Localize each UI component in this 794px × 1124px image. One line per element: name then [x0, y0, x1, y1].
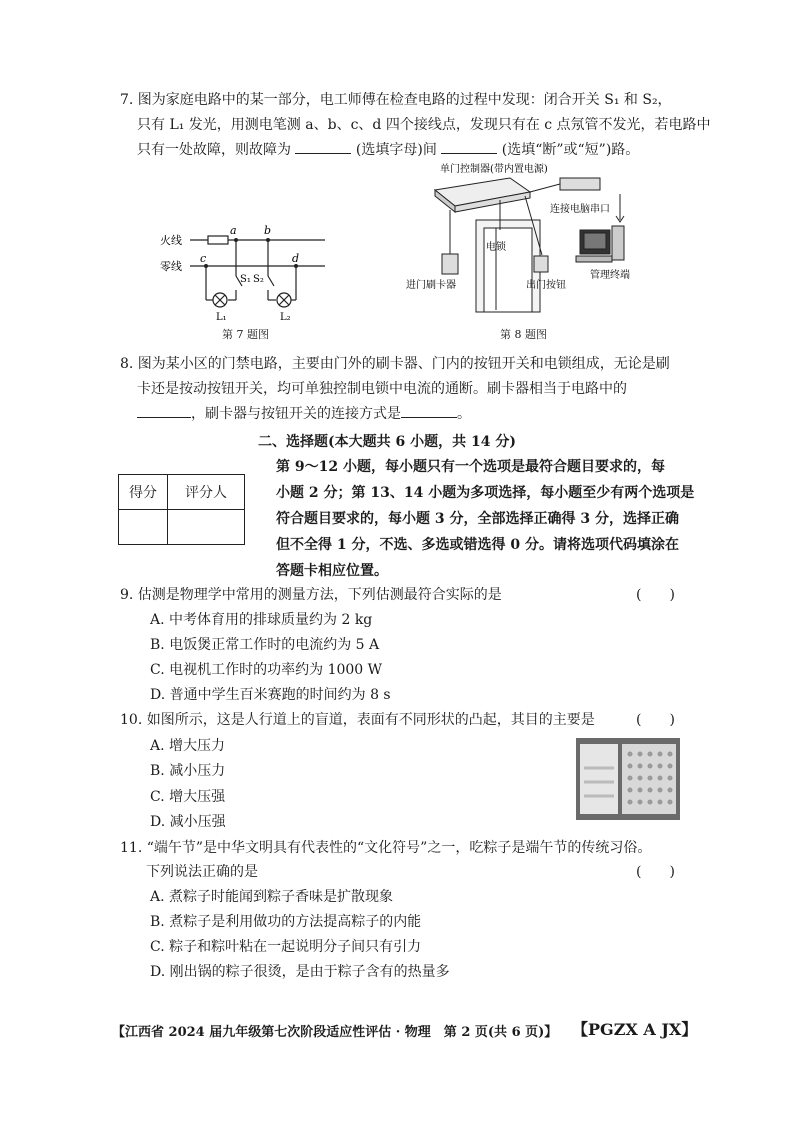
q11-option-b[interactable]: B. 煮粽子是利用做功的方法提高粽子的内能 — [150, 914, 422, 930]
score-cell[interactable] — [119, 510, 168, 545]
q8-line3b: 。 — [457, 406, 471, 422]
q10-option-c[interactable]: C. 增大压强 — [150, 789, 226, 805]
q10-answer-paren[interactable]: ( ) — [636, 712, 675, 728]
fuse-icon — [208, 236, 228, 244]
q8-blank-1[interactable] — [137, 403, 191, 418]
point-b: b — [264, 224, 272, 237]
fig8-diagram — [400, 160, 670, 330]
q9-option-b[interactable]: B. 电饭煲正常工作时的电流约为 5 A — [150, 637, 380, 653]
fig7-circuit — [150, 218, 340, 328]
q8-line1: 8. 图为某小区的门禁电路，主要由门外的刷卡器、门内的按钮开关和电锁组成，无论是刷 — [120, 356, 670, 372]
q8-line3a: ，刷卡器与按钮开关的连接方式是 — [191, 406, 401, 422]
q9-stem: 9. 估测是物理学中常用的测量方法，下列估测最符合实际的是 — [120, 587, 502, 603]
label-live: 火线 — [160, 234, 182, 247]
label-terminal: 管理终端 — [590, 270, 630, 281]
q9-option-a[interactable]: A. 中考体育用的排球质量约为 2 kg — [150, 612, 373, 628]
tactile-paving-photo — [576, 738, 680, 820]
label-lock: 电锁 — [486, 242, 506, 253]
q11-stem-2: 下列说法正确的是 — [146, 864, 258, 880]
q11-answer-paren[interactable]: ( ) — [636, 864, 675, 880]
section2-title: 二、选择题(本大题共 6 小题，共 14 分) — [258, 434, 516, 450]
label-neutral: 零线 — [160, 260, 182, 273]
q10-stem: 10. 如图所示，这是人行道上的盲道，表面有不同形状的凸起，其目的主要是 — [120, 712, 595, 728]
q7-line2: 只有 L₁ 发光，用测电笔测 a、b、c、d 四个接线点，发现只有在 c 点氖管不发光，若电路中 — [137, 117, 711, 133]
point-d: d — [292, 252, 300, 265]
label-exit-button: 出门按钮 — [526, 280, 566, 291]
score-table — [118, 474, 245, 545]
lamp-l2: L₂ — [280, 312, 291, 323]
q7-blank-2[interactable] — [441, 139, 497, 154]
switch-s1: S₁ — [240, 274, 251, 285]
label-serial: 连接电脑串口 — [550, 204, 610, 215]
footer-left: 【江西省 2024 届九年级第七次阶段适应性评估 · 物理 第 2 页(共 6 页)】 — [112, 1025, 558, 1040]
q11-option-d[interactable]: D. 刚出锅的粽子很烫，是由于粽子含有的热量多 — [150, 964, 450, 980]
fig8-caption: 第 8 题图 — [500, 328, 547, 341]
label-controller: 单门控制器(带内置电源) — [440, 164, 548, 175]
q11-option-c[interactable]: C. 粽子和粽叶粘在一起说明分子间只有引力 — [150, 939, 422, 955]
q8-blank-2[interactable] — [401, 403, 457, 418]
q7-line3 — [137, 138, 639, 162]
section2-instr-4: 但不全得 1 分，不选、多选或错选得 0 分。请将选项代码填涂在 — [276, 537, 679, 553]
score-header-grader: 评分人 — [168, 475, 245, 510]
q7-blank-1[interactable] — [295, 139, 351, 154]
q7-line3a: 只有一处故障，则故障为 — [137, 142, 291, 158]
fig7-caption: 第 7 题图 — [222, 328, 269, 341]
score-header-score: 得分 — [119, 475, 168, 510]
q9-answer-paren[interactable]: ( ) — [636, 587, 675, 603]
section2-instr-1: 第 9～12 小题，每小题只有一个选项是最符合题目要求的，每 — [276, 459, 665, 475]
footer-right: 【PGZX A JX】 — [572, 1020, 698, 1039]
q7-line1: 7. 图为家庭电路中的某一部分，电工师傅在检查电路的过程中发现：闭合开关 S₁ 和 S₂， — [120, 92, 672, 108]
point-a: a — [230, 224, 237, 237]
q9-option-c[interactable]: C. 电视机工作时的功率约为 1000 W — [150, 662, 383, 678]
label-card-reader: 进门刷卡器 — [406, 280, 456, 291]
q8-line3 — [137, 402, 471, 426]
switch-s2: S₂ — [253, 274, 264, 285]
q11-option-a[interactable]: A. 煮粽子时能闻到粽子香味是扩散现象 — [150, 889, 394, 905]
section2-instr-5: 答题卡相应位置。 — [276, 563, 388, 579]
q7-line3c: (选填“断”或“短”)路。 — [501, 142, 640, 158]
section2-instr-3: 符合题目要求的，每小题 3 分，全部选择正确得 3 分，选择正确 — [276, 511, 679, 527]
q9-option-d[interactable]: D. 普通中学生百米赛跑的时间约为 8 s — [150, 687, 391, 703]
q10-option-b[interactable]: B. 减小压力 — [150, 763, 226, 779]
q10-option-a[interactable]: A. 增大压力 — [150, 738, 226, 754]
point-c: c — [200, 252, 207, 265]
section2-instr-2: 小题 2 分；第 13、14 小题为多项选择，每小题至少有两个选项是 — [276, 485, 695, 501]
grader-cell[interactable] — [168, 510, 245, 545]
lamp-l1: L₁ — [216, 312, 227, 323]
q11-stem-1: 11. “端午节”是中华文明具有代表性的“文化符号”之一，吃粽子是端午节的传统习俗。 — [120, 840, 652, 856]
q8-line2: 卡还是按动按钮开关，均可单独控制电锁中电流的通断。刷卡器相当于电路中的 — [137, 381, 627, 397]
q7-line3b: (选填字母)间 — [355, 142, 437, 158]
q10-option-d[interactable]: D. 减小压强 — [150, 814, 226, 830]
